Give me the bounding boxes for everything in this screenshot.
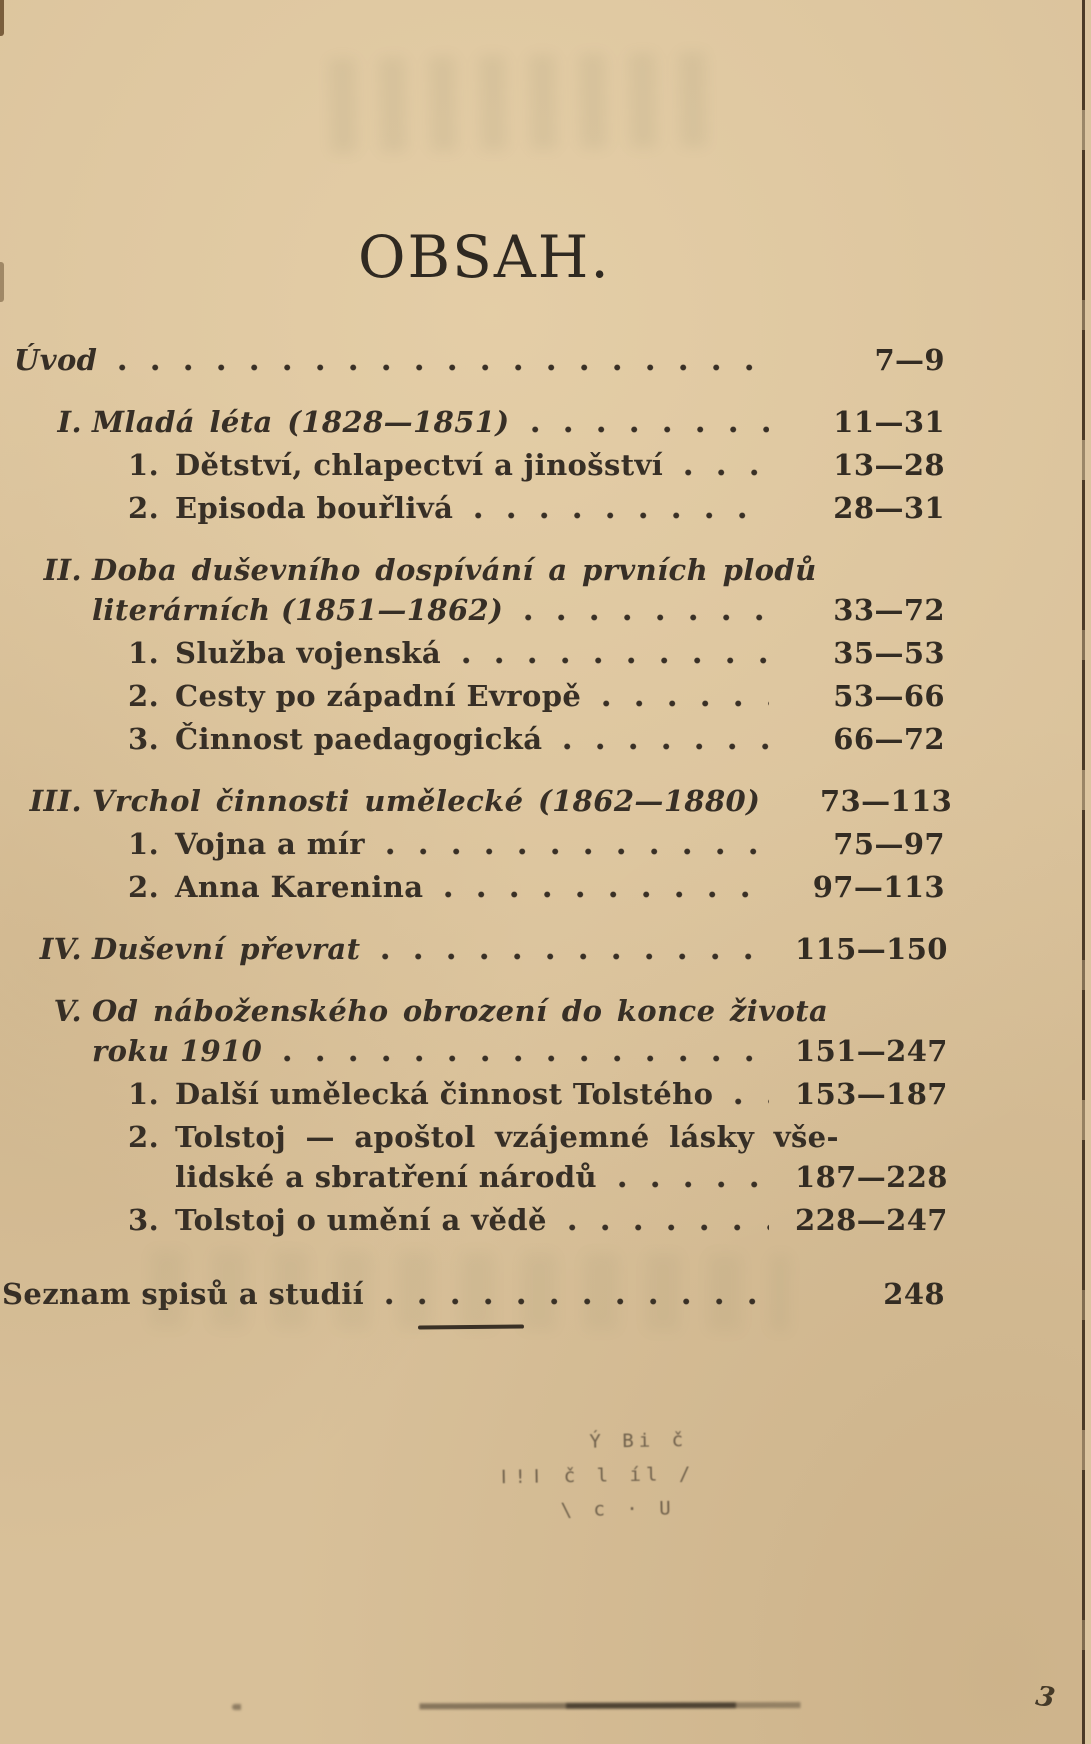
page-range: 75—97 xyxy=(833,827,945,861)
toc-row xyxy=(0,1157,948,1197)
toc-row xyxy=(0,445,945,485)
scan-edge-artifact xyxy=(0,262,4,302)
toc-row xyxy=(0,824,945,864)
toc-row xyxy=(0,633,945,673)
dot-leader xyxy=(597,676,769,716)
entry-label: Činnost paedagogická xyxy=(175,722,543,756)
toc-row xyxy=(0,929,948,969)
dot-leader xyxy=(729,1074,769,1114)
toc-row xyxy=(0,402,945,442)
entry-label: lidské a sbratření národů xyxy=(175,1160,598,1194)
stamp-line: Ý Bi č xyxy=(589,1428,689,1453)
page-edge-margin xyxy=(1085,0,1091,1744)
item-number: 2. xyxy=(128,870,160,904)
entry-label: Vojna a mír xyxy=(175,827,365,861)
dot-leader xyxy=(469,488,769,528)
page-range: 53—66 xyxy=(833,679,945,713)
toc-row xyxy=(0,1200,948,1240)
item-number: 1. xyxy=(128,636,160,670)
stamp-line: ǀ!ǀ č l íl / xyxy=(497,1462,696,1489)
dot-leader xyxy=(563,1200,769,1240)
entry-label: Doba duševního dospívání a prvních plodů xyxy=(92,553,817,587)
stamp-line: \ c · U xyxy=(560,1497,676,1522)
signature-mark: 3 xyxy=(1033,1680,1058,1715)
page-range: 35—53 xyxy=(833,636,945,670)
dot-leader xyxy=(278,1031,769,1071)
dot-leader xyxy=(113,340,769,380)
page-range: 33—72 xyxy=(833,593,945,627)
chapter-numeral: V. xyxy=(53,994,82,1028)
entry-label: literárních (1851—1862) xyxy=(92,593,504,627)
ink-bleed-through-top xyxy=(329,52,711,154)
chapter-numeral: II. xyxy=(43,553,82,587)
toc-row xyxy=(0,991,945,1031)
entry-label: Seznam spisů a studií xyxy=(2,1277,365,1311)
scan-edge-artifact xyxy=(0,0,4,36)
dot-leader xyxy=(519,590,769,630)
bottom-ink-smudge xyxy=(232,1702,818,1710)
entry-label: Tolstoj o umění a vědě xyxy=(175,1203,547,1237)
item-number: 2. xyxy=(128,679,160,713)
toc-row xyxy=(0,1274,945,1314)
entry-label: Od náboženského obrození do konce života xyxy=(92,994,829,1028)
dot-leader xyxy=(439,867,769,907)
page-range: 248 xyxy=(883,1277,945,1311)
faded-stamp-marks xyxy=(469,1421,791,1529)
dot-leader xyxy=(558,719,769,759)
toc-row xyxy=(0,590,945,630)
page-range: 11—31 xyxy=(833,405,945,439)
item-number: 2. xyxy=(128,1120,160,1154)
page-range: 28—31 xyxy=(833,491,945,525)
entry-label: Služba vojenská xyxy=(175,636,442,670)
page-range: 187—228 xyxy=(795,1160,948,1194)
entry-label: Cesty po západní Evropě xyxy=(175,679,582,713)
dot-leader xyxy=(679,445,769,485)
dot-leader xyxy=(526,402,770,442)
page-range: 115—150 xyxy=(795,932,948,966)
toc-row xyxy=(0,1117,945,1157)
entry-label: Mladá léta (1828—1851) xyxy=(92,405,510,439)
entry-label: Vrchol činnosti umělecké (1862—1880) xyxy=(92,784,761,818)
dot-leader xyxy=(376,929,769,969)
page-range: 151—247 xyxy=(795,1034,948,1068)
entry-label: Další umělecká činnost Tolstého xyxy=(175,1077,714,1111)
entry-label: Úvod xyxy=(14,343,98,377)
item-number: 1. xyxy=(128,827,160,861)
chapter-numeral: I. xyxy=(57,405,82,439)
item-number: 2. xyxy=(128,491,160,525)
page-range: 97—113 xyxy=(812,870,945,904)
page-range: 153—187 xyxy=(795,1077,948,1111)
toc-row xyxy=(0,676,945,716)
entry-label: Episoda bouřlivá xyxy=(175,491,454,525)
entry-label: Anna Karenina xyxy=(175,870,424,904)
toc-row xyxy=(0,1074,948,1114)
dot-leader xyxy=(381,824,769,864)
page-range: 7—9 xyxy=(874,343,945,377)
toc-row xyxy=(0,1031,948,1071)
chapter-numeral: III. xyxy=(29,784,82,818)
item-number: 1. xyxy=(128,1077,160,1111)
item-number: 3. xyxy=(128,1203,160,1237)
toc-row xyxy=(0,340,945,380)
toc-row xyxy=(0,781,953,821)
entry-label: Tolstoj — apoštol vzájemné lásky vše- xyxy=(175,1120,839,1154)
toc-row xyxy=(0,867,945,907)
page-title: OBSAH. xyxy=(358,223,611,291)
dot-leader xyxy=(613,1157,769,1197)
dot-leader xyxy=(457,633,769,673)
page-range: 66—72 xyxy=(833,722,945,756)
entry-label: Duševní převrat xyxy=(92,932,361,966)
toc-row xyxy=(0,550,945,590)
entry-label: Dětství, chlapectví a jinošství xyxy=(175,448,664,482)
page-range: 73—113 xyxy=(819,784,953,818)
toc-row xyxy=(0,488,945,528)
chapter-numeral: IV. xyxy=(39,932,82,966)
toc-row xyxy=(0,719,945,759)
item-number: 3. xyxy=(128,722,160,756)
table-of-contents xyxy=(0,340,1091,1314)
item-number: 1. xyxy=(128,448,160,482)
page-range: 13—28 xyxy=(833,448,945,482)
entry-label: roku 1910 xyxy=(92,1034,263,1068)
dot-leader xyxy=(380,1274,769,1314)
page-range: 228—247 xyxy=(795,1203,948,1237)
end-divider-rule xyxy=(418,1325,524,1330)
